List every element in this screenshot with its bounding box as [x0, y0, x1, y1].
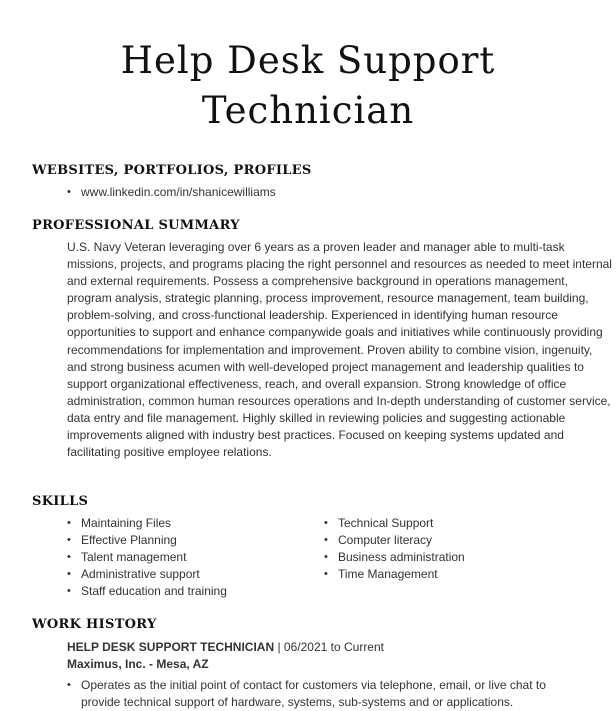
skill-item: • Computer literacy — [324, 532, 465, 549]
skill-item: • Effective Planning — [67, 532, 227, 549]
resume-title-line-1: Help Desk Support — [120, 39, 496, 82]
skill-item: • Talent management — [67, 549, 227, 566]
skill-item: • Technical Support — [324, 515, 465, 532]
skills-list-left — [67, 515, 227, 600]
summary-text: U.S. Navy Veteran leveraging over 6 years as a proven leader and manager able to multi-task missions, projects, and programs placing the right personnel and resources as needed to meet internal and external requirements. Possess a comprehensive background in operations management, program analysis, strategic planning, process improvement, resource management, team building, problem-solving, and cross-functional leadership. Experienced in identifying human resource opportunities to support and enhance companywide goals and initiatives while continuously providing recommendations for implementation and improvement. Proven ability to combine vision, ingenuity, and strong business acumen with well-developed project management and leadership qualities to support organizational effectiveness, reach, and overall expansion. Strong knowledge of office administration, common human resources operations and In-depth understanding of customer service, data entry and file management. Highly skilled in reviewing policies and suggesting actionable improvements aligned with industry best practices. Focused on keeping systems updated and facilitating positive employee relations. — [67, 240, 612, 460]
work-history-heading: WORK HISTORY — [32, 617, 157, 632]
skills-heading: SKILLS — [32, 494, 89, 509]
summary-heading: PROFESSIONAL SUMMARY — [32, 218, 240, 233]
skill-item: • Maintaining Files — [67, 515, 227, 532]
resume-title-line-2: Technician — [201, 89, 415, 132]
skills-list-right — [324, 515, 465, 583]
job-title: HELP DESK SUPPORT TECHNICIAN — [67, 640, 275, 654]
job-dates: | 06/2021 to Current — [274, 640, 384, 654]
job-company: Maximus, Inc. - Mesa, AZ — [67, 657, 209, 671]
skill-item: • Business administration — [324, 549, 465, 566]
job-duty: • Operates as the initial point of contact for customers via telephone, email, or live chat to provide technical support of hardware, systems, sub-systems and or applications. — [67, 677, 547, 711]
skill-item: • Time Management — [324, 566, 465, 583]
skill-item: • Staff education and training — [67, 583, 227, 600]
websites-heading: WEBSITES, PORTFOLIOS, PROFILES — [32, 163, 312, 178]
job-title-line — [67, 639, 384, 656]
job-duties-list — [67, 677, 547, 711]
websites-list — [67, 184, 276, 201]
skill-item: • Administrative support — [67, 566, 227, 583]
website-link[interactable]: • www.linkedin.com/in/shanicewilliams — [67, 184, 276, 201]
